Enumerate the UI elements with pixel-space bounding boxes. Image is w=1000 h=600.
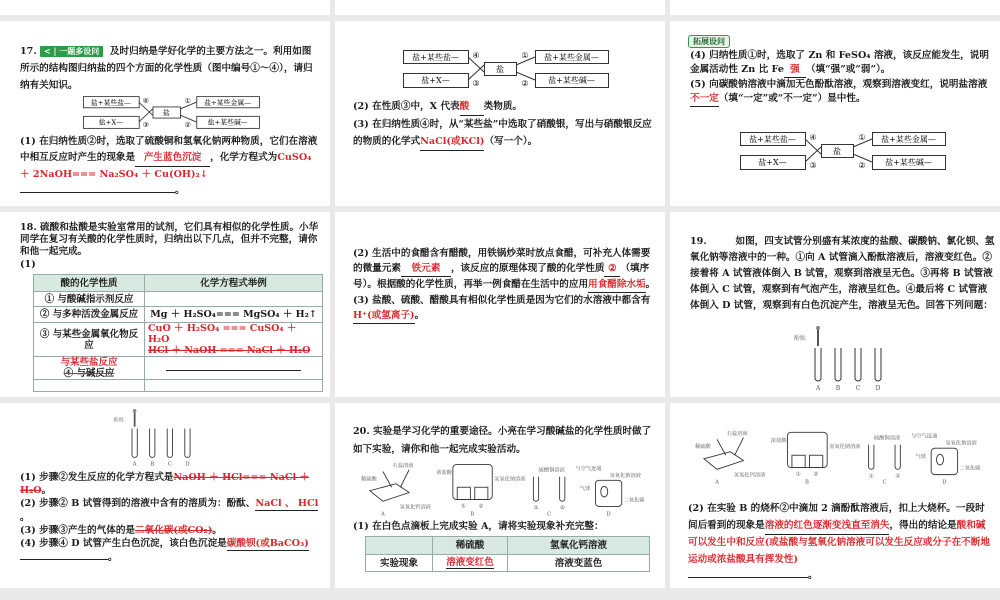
diagram-label: 盐	[162, 109, 170, 118]
answer-conclusion: 酸和碱可以发生中和反应(或盐酸与氢氧化钠溶液可以发生反应或分子在不断地运动或浓盐酸具有挥发性)	[688, 519, 990, 565]
dropper-icon	[735, 438, 744, 456]
table-cell	[145, 380, 323, 392]
q2-text-b: 类物质。	[483, 101, 523, 112]
dropper-label: 酚酞	[794, 335, 807, 342]
q18-intro: 18. 硫酸和盐酸是实验室常用的试剂，它们具有相似的化学性质。小华同学在复习有关酸的化学性质时，归纳出以下几点，但并不完整，请你和他一起完成。	[20, 222, 319, 257]
test-tube-icon	[869, 445, 874, 470]
slide-q19-cont[interactable]	[0, 403, 330, 588]
answer-blank	[688, 577, 808, 578]
salt-properties-diagram	[83, 96, 259, 129]
test-tube-icon	[150, 428, 155, 457]
period: 。	[41, 485, 52, 496]
spot-plate-icon	[704, 452, 744, 470]
table-header: 化学方程式举例	[145, 275, 323, 292]
diagram-label: 盐+某些盐—	[412, 53, 459, 62]
answer-solutes: NaCl 、 HCl	[255, 498, 319, 509]
q3-text-b: （写一个）。	[484, 136, 538, 147]
figure-label: ①	[868, 473, 874, 480]
figure-label: 与空气连通	[910, 433, 938, 440]
figure-label: 硫酸铜溶液	[538, 467, 565, 474]
property-number: ④	[809, 133, 817, 142]
q2-text: (2) 在性质③中，X 代表	[353, 101, 460, 112]
dropper-label: 酚酞	[113, 417, 125, 424]
q17-part1	[20, 134, 320, 199]
figure-label: 氢氧化钠溶液	[609, 472, 641, 479]
test-tubes-figure	[110, 409, 198, 469]
beaker-icon	[457, 487, 470, 499]
slide-q20[interactable]	[335, 403, 665, 588]
diagram-label: 盐+X—	[421, 76, 450, 85]
diagram-label: 盐+某些金属—	[544, 53, 599, 62]
table-row	[34, 380, 323, 392]
figure-label: C	[547, 511, 552, 518]
answer-salt-reaction: 与某些盐反应	[60, 357, 118, 368]
tube-label: B	[835, 385, 841, 392]
q2-text: (2) 步骤② B 试管得到的溶液中含有的溶质为：酚酞、	[20, 498, 256, 509]
period: 。	[212, 525, 222, 536]
q5-text-b: （填“一定”或“不一定”）显中性。	[718, 93, 866, 104]
diagram-label: 盐+X—	[758, 158, 787, 167]
answer-equation: NaOH ＋ HCl=== NaCl ＋ H₂O	[20, 472, 310, 496]
answer-gas: 二氧化碳(或CO₂)	[135, 525, 213, 536]
table-header: 酸的化学性质	[34, 275, 145, 292]
spot-plate-icon	[370, 484, 409, 502]
table-cell: ③ 与某些金属氧化物反应	[34, 323, 145, 357]
property-number: ③	[142, 121, 149, 130]
beaker-icon	[788, 432, 828, 467]
intro-text: 及时归纳是学好化学的主要方法之一。利用如图所示的结构图归纳盐的四个方面的化学性质（图中编号①～④），请归纳有关知识。	[20, 46, 313, 91]
figure-label: 气球	[579, 485, 591, 492]
connector-line	[468, 65, 484, 80]
figure-label: 氢氧化钠溶液	[494, 476, 526, 483]
q2-text: (2) 生活中的食醋含有醋酸，用铁锅炒菜时放点食醋，可补充人体需要的微量元素	[353, 248, 651, 274]
q19-intro: 19. 如图，四支试管分别盛有某浓度的盐酸、碳酸钠、氯化钡、氢氧化钠等溶液中的一种。①向 A 试管滴入酚酞溶液后，溶液变红色。②接着将 A 试管液体倒入 B 试管，观察到溶液呈无色。③再将 B 试管液体倒入 C 试管，观察到有气泡产生，溶液呈红色。④最后将 C 试管液体倒入 D 试管，观察到有白色沉淀产生，溶液呈无色。回答下列问题：	[690, 236, 995, 311]
q3-text: (3) 盐酸、硫酸、醋酸具有相似化学性质是因为它们的水溶液中都含有	[353, 295, 651, 306]
figure-label: 氢氧化钙溶液	[733, 472, 766, 479]
slide-q17-extension[interactable]	[670, 21, 1000, 206]
slide-partial-3[interactable]	[670, 0, 1000, 15]
tube-label: A	[815, 385, 821, 392]
answer-equation: CuSO₄ ＋ 2NaOH=== Na₂SO₄ ＋ Cu(OH)₂↓	[20, 152, 312, 180]
answer-blank	[20, 192, 175, 193]
figure-label: 浓盐酸	[770, 438, 787, 445]
acid-properties-table	[33, 274, 323, 392]
q2-text-b: ，得出的结论是	[889, 519, 957, 531]
table-cell: 实验现象	[366, 555, 433, 572]
diagram-label: 盐+某些盐—	[749, 135, 796, 144]
answer-blank	[20, 559, 108, 560]
q2-text-b: ，该反应的原理体现了酸的化学性质	[450, 263, 605, 274]
figure-label: ①	[533, 505, 539, 512]
period: 。	[175, 185, 185, 196]
test-tube-icon	[835, 348, 841, 381]
answer-phenomenon: 产生蓝色沉淀	[135, 150, 210, 167]
badge-label: 一题多设问	[59, 46, 100, 56]
diagram-label: 盐+X—	[98, 118, 124, 127]
slide-q17[interactable]	[0, 21, 330, 206]
table-header	[366, 537, 433, 555]
figure-label: 石蕊溶液	[726, 430, 748, 437]
q1-text: (1) 在白色点滴板上完成实验 A，请将实验现象补充完整：	[353, 521, 604, 532]
connector-line	[805, 147, 821, 162]
table-cell	[34, 357, 145, 380]
salt-properties-diagram	[740, 132, 945, 170]
period: 。	[414, 310, 425, 321]
table-row	[34, 357, 323, 380]
answer-iron: 铁元素	[401, 261, 451, 277]
slide-partial-2[interactable]	[335, 0, 665, 15]
flask-icon	[931, 448, 957, 474]
figure-label: ②	[813, 471, 819, 478]
figure-label: B	[804, 479, 809, 486]
beaker-icon	[453, 465, 492, 500]
figure-label: ①	[461, 503, 466, 510]
balloon-icon	[601, 486, 608, 497]
test-tube-icon	[560, 477, 565, 502]
property-number: ③	[809, 161, 817, 170]
q3-text: (3) 步骤③产生的气体的是	[20, 525, 136, 536]
q20-part2	[688, 501, 993, 585]
answer-precipitate: 碳酸钡(或BaCO₃)	[226, 538, 309, 549]
test-tube-icon	[895, 445, 900, 470]
dropper-icon	[717, 439, 726, 455]
answer-equation: CuO ＋ H₂SO₄ === CuSO₄ ＋ H₂O	[148, 323, 297, 345]
q2-text-c: （填序号）。根据酸的化学性质，再举一例食醋在生活中的应用	[353, 263, 650, 290]
property-number: ④	[142, 97, 149, 106]
table-header: 稀硫酸	[433, 537, 508, 555]
property-number: ③	[472, 79, 480, 88]
figure-label: ②	[559, 505, 565, 512]
period: 。	[108, 552, 118, 563]
answer-property-number: ②	[604, 261, 620, 277]
tube-label: A	[132, 461, 137, 468]
q19-questions	[20, 471, 320, 564]
slide-q19[interactable]	[670, 212, 1000, 397]
period: 。	[645, 279, 656, 290]
answer-blank	[166, 370, 301, 371]
diagram-label: 盐	[833, 147, 841, 156]
property-number: ①	[858, 133, 866, 142]
figure-label: 二氧化碳	[959, 465, 981, 472]
test-tube-icon	[875, 348, 881, 381]
test-tubes-figure	[790, 326, 890, 394]
property-number: ①	[521, 51, 529, 60]
dropper-bulb	[816, 326, 820, 330]
q1-text: (1) 步骤②发生反应的化学方程式是	[20, 472, 174, 483]
table-cell: ① 与酸碱指示剂反应	[34, 292, 145, 307]
balloon-icon	[936, 454, 943, 465]
figure-label: A	[380, 511, 385, 518]
figure-label: 与空气连通	[575, 465, 602, 472]
table-row	[34, 307, 323, 323]
answer-acid: 酸	[460, 98, 484, 116]
beaker-icon	[475, 487, 488, 499]
table-cell	[433, 555, 508, 572]
salt-properties-diagram	[403, 50, 608, 88]
table-cell: Mg ＋ H₂SO₄=== MgSO₄ ＋ H₂↑	[145, 307, 323, 323]
figure-label: 硫酸铜溶液	[873, 435, 901, 442]
q3-text: (3) 在归纳性质④时，从“某些盐”中选取了硝酸银，写出与硝酸银反应的物质的化学式	[353, 119, 652, 147]
table-row	[366, 555, 650, 572]
dropper-icon	[400, 470, 409, 488]
property-number: ②	[184, 121, 191, 130]
beaker-icon	[792, 455, 805, 467]
tube-label: D	[875, 385, 881, 392]
answer-stronger: 强	[784, 63, 806, 78]
figure-label: 氢氧化钠溶液	[828, 444, 861, 451]
period: 。	[20, 512, 30, 523]
figure-label: 气球	[915, 453, 926, 460]
table-row	[34, 323, 323, 357]
property-number: ④	[472, 51, 480, 60]
table-cell	[145, 323, 323, 357]
table-cell	[145, 292, 323, 307]
q1-text: (1) 在归纳性质②时，选取了硫酸铜和氢氧化钠两种物质，它们在溶液中相互反应时产生的现象是	[20, 136, 318, 163]
diagram-label: 盐+某些碱—	[548, 76, 595, 85]
q17-part4-5	[690, 49, 995, 107]
property-number: ②	[521, 79, 529, 88]
q1-text-b: ，化学方程式为	[210, 152, 278, 163]
extension-badge: 拓展设问	[688, 35, 730, 48]
table-cell: ② 与多种活泼金属反应	[34, 307, 145, 323]
test-tube-icon	[132, 428, 137, 457]
q5-text: (5) 向碳酸钠溶液中滴加无色酚酞溶液，观察到溶液变红，说明盐溶液	[690, 79, 988, 90]
slide-partial-1[interactable]	[0, 0, 330, 15]
figure-label: 二氧化碳	[623, 497, 645, 504]
figure-label: C	[882, 479, 887, 486]
experiment-result-table	[365, 536, 650, 572]
tube-label: C	[855, 385, 861, 392]
row-label: ④ 与碱反应	[63, 368, 115, 379]
tube-label: B	[150, 461, 155, 468]
figure-label: 石蕊溶液	[392, 463, 414, 470]
experiment-figure	[695, 425, 981, 489]
test-tube-icon	[533, 477, 538, 502]
connector-line	[139, 109, 153, 122]
q2-text: (2) 在实验 B 的烧杯②中滴加 2 滴酚酞溶液后，扣上大烧杯。一段时间后看到的现象是	[688, 503, 985, 531]
table-header: 氢氧化钙溶液	[508, 537, 650, 555]
q4-text: (4) 归纳性质①时，选取了 Zn 和 FeSO₄ 溶液，该反应能发生，说明金属活动性 Zn 比 Fe	[690, 50, 989, 75]
answer-equation-struck: HCl ＋ NaOH === NaCl ＋ H₂O	[148, 345, 311, 356]
q4-text: (4) 步骤④ D 试管产生白色沉淀，该白色沉淀是	[20, 538, 227, 549]
figure-label: ②	[478, 503, 484, 510]
figure-label: 浓盐酸	[436, 470, 452, 477]
test-tube-icon	[167, 428, 172, 457]
property-number: ②	[858, 161, 866, 170]
figure-label: 氢氧化钠溶液	[945, 440, 977, 447]
answer-phenomenon: 溶液的红色逐渐变浅直至消失	[765, 518, 890, 536]
one-question-badge: < | 一题多设问	[40, 46, 103, 57]
figure-label: A	[715, 479, 719, 486]
test-tube-icon	[855, 348, 861, 381]
answer-red: 溶液变红色	[446, 557, 494, 568]
part-label: (1)	[20, 259, 36, 270]
property-number: ①	[184, 97, 191, 106]
test-tube-icon	[185, 428, 190, 457]
tube-label: D	[185, 461, 190, 468]
diagram-label: 盐+某些碱—	[207, 118, 248, 127]
answer-formula: NaCl(或KCl)	[420, 133, 484, 151]
table-row	[34, 292, 323, 307]
figure-label: 稀硫酸	[361, 476, 377, 483]
diagram-label: 盐+某些金属—	[204, 98, 252, 107]
tube-label: C	[167, 461, 172, 468]
slide-q18[interactable]	[0, 212, 330, 397]
figure-label: 稀硫酸	[695, 444, 711, 451]
dropper-icon	[383, 472, 392, 488]
slide-q17-cont[interactable]	[335, 21, 665, 206]
question-number: 17.	[20, 46, 37, 57]
figure-label: 氢氧化钙溶液	[399, 504, 431, 511]
q20-intro: 20. 实验是学习化学的重要途径。小亮在学习酸碱盐的化学性质时做了如下实验，请你和他一起完成实验活动。	[353, 426, 652, 455]
answer-not-necessarily: 不一定	[690, 92, 719, 107]
dropper-bulb	[133, 409, 137, 413]
q4-text-b: （填“强”或“弱”）。	[805, 64, 891, 75]
table-cell: 溶液变蓝色	[508, 555, 650, 572]
beaker-icon	[810, 455, 823, 467]
q17-intro	[20, 43, 320, 94]
figure-label: D	[942, 479, 947, 486]
diagram-label: 盐+某些金属—	[881, 135, 936, 144]
answer-application: 用食醋除水垢	[588, 277, 646, 293]
q18-part2	[353, 246, 658, 324]
slide-q18-cont[interactable]	[335, 212, 665, 397]
slide-q20-cont[interactable]	[670, 403, 1000, 588]
diagram-label: 盐+某些碱—	[885, 158, 932, 167]
figure-label: D	[606, 511, 611, 518]
period: 。	[808, 570, 818, 581]
table-cell	[145, 357, 323, 380]
flask-icon	[596, 480, 622, 506]
q17-part2	[353, 98, 658, 151]
figure-label: ②	[895, 473, 901, 480]
experiment-figure	[360, 461, 645, 518]
diagram-label: 盐+某些盐—	[90, 98, 131, 107]
diagram-label: 盐	[496, 65, 504, 74]
figure-label: ①	[795, 471, 801, 478]
figure-label: B	[470, 511, 475, 518]
answer-hydrogen-ion: H⁺(或氢离子)	[353, 308, 415, 324]
table-cell	[34, 380, 145, 392]
test-tube-icon	[815, 348, 821, 381]
